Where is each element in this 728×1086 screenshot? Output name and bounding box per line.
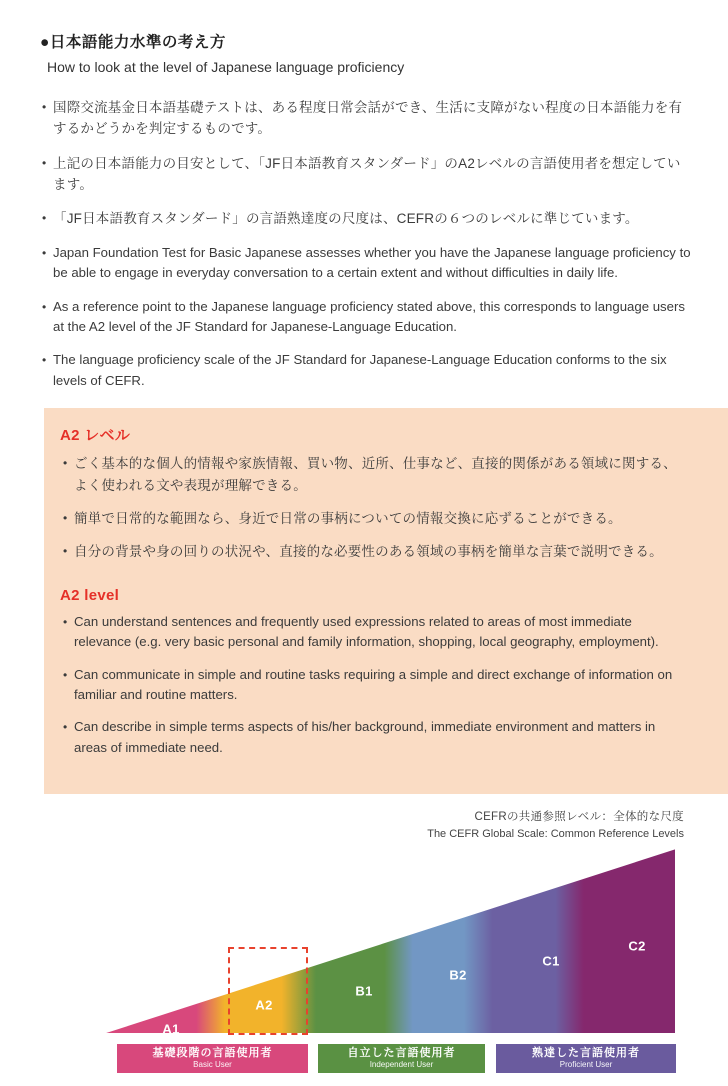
level-label-c2: C2 [628,938,646,954]
header [40,30,728,75]
group-bar-label-en: Basic User [193,1060,232,1070]
a2-level-highlight-box [44,408,728,794]
bullet-marker: • [42,299,47,314]
bullet-text: 上記の日本語能力の目安として、「JF日本語教育スタンダード」のA2レベルの言語使用者を想定しています。 [53,155,681,192]
group-bar-label-en: Independent User [369,1060,434,1070]
bullet-text: Can communicate in simple and routine tasks requiring a simple and direct exchange of information on familiar and routine matters. [74,666,673,703]
list-item [40,350,692,391]
bullet-text: 自分の背景や身の回りの状況や、直接的な必要性のある領域の事柄を簡単な言葉で説明できる。 [74,544,663,560]
a2-bullet-list-en [60,612,686,759]
level-label-a1: A1 [162,1021,180,1037]
group-bar-label-ja: 熟達した言語使用者 [532,1047,640,1060]
group-bar-label-ja: 基礎段階の言語使用者 [152,1047,273,1060]
page-title: ●日本語能力水準の考え方 [40,34,226,51]
cefr-level-chart [40,846,728,1086]
bullet-marker: • [42,155,47,170]
level-label-a2: A2 [255,997,273,1013]
bullet-marker: • [63,456,68,471]
bullet-marker: • [63,667,68,682]
bullet-marker: • [63,544,68,559]
intro-bullet-list [40,97,728,391]
bullet-marker: • [42,245,47,260]
group-bar-label-en: Proficient User [559,1060,613,1070]
cefr-gradient-triangle [105,849,675,1033]
bullet-text: As a reference point to the Japanese language proficiency stated above, this corresponds to language users at the A2 level of the JF Standard for Japanese-Language Education. [53,298,685,334]
group-bar-proficient-user [496,1044,676,1073]
bullet-marker: • [63,614,68,629]
a2-level-heading-en: A2 level [60,586,120,604]
group-bar-basic-user [117,1044,308,1073]
bullet-text: Japan Foundation Test for Basic Japanese assesses whether you have the Japanese language proficiency to be able to engage in everyday conversation to a certain extent and without difficulties in daily life. [53,244,691,281]
list-item [40,243,692,284]
bullet-text: 簡単で日常的な範囲なら、身近で日常の事柄についての情報交換に応ずることができる。 [74,511,622,527]
intro-section [40,97,728,391]
list-item [40,208,692,229]
a2-bullet-list-ja [60,453,686,562]
chart-caption [40,808,728,840]
list-item [60,665,686,706]
chart-caption-en: The CEFR Global Scale: Common Reference Levels [427,828,684,841]
list-item [40,297,692,338]
a2-highlight-dashed-box [228,947,308,1035]
list-item [60,508,686,529]
list-item [40,153,692,196]
list-item [60,717,686,758]
bullet-text: 「JF日本語教育スタンダード」の言語熟達度の尺度は、CEFRの６つのレベルに準じています。 [53,211,639,227]
bullet-text: 国際交流基金日本語基礎テストは、ある程度日常会話ができ、生活に支障がない程度の日本語能力を有するかどうかを判定するものです。 [53,100,683,137]
bullet-text: The language proficiency scale of the JF Standard for Japanese-Language Education conforms to the six levels of CEFR. [53,352,667,388]
bullet-marker: • [42,211,47,226]
bullet-marker: • [63,511,68,526]
list-item [40,97,692,140]
bullet-text: Can understand sentences and frequently used expressions related to areas of most immediate relevance (e.g. very basic personal and family information, shopping, local geography, employment). [74,613,659,650]
bullet-marker: • [63,720,68,735]
level-label-b1: B1 [355,983,373,999]
chart-caption-ja: CEFRの共通参照レベル：全体的な尺度 [474,811,684,824]
bullet-marker: • [42,353,47,368]
group-bar-label-ja: 自立した言語使用者 [347,1047,456,1060]
bullet-marker: • [42,100,47,114]
group-bar-independent-user [318,1044,485,1073]
list-item [60,612,686,653]
level-label-c1: C1 [542,953,560,969]
bullet-text: Can describe in simple terms aspects of his/her background, immediate environment and matters in areas of immediate need. [74,719,656,755]
list-item [60,541,686,562]
list-item [60,453,686,496]
page-subtitle: How to look at the level of Japanese language proficiency [47,59,405,75]
level-label-b2: B2 [449,967,467,983]
bullet-text: ごく基本的な個人的情報や家族情報、買い物、近所、仕事など、直接的関係がある領域に関する、よく使われる文や表現が理解できる。 [74,456,677,493]
a2-level-heading-ja: A2 レベル [60,427,131,445]
